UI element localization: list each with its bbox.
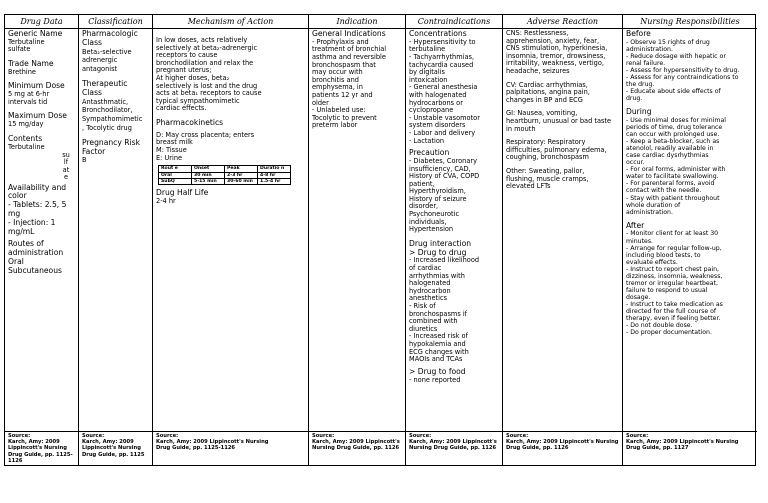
therapeutic-class: Therapeutic Class Antasthmatic, Bronchodilator, Sympathomimetic , Tocolytic drug	[82, 78, 143, 132]
nursing-after: After - Monitor client for at least 30 minutes. - Arrange for regular follow-up, including blood tests, to evaluate effects. - Instruct to report chest pain, dizziness, insomnia, weakness, tremor or irregular heartbeat, failure to respond to usual dosage. - Instruct to take medication as directed for the full course of therapy, even if feeling better. - Do not double dose. - Do proper documentation.	[626, 220, 723, 337]
drug-food-interaction: > Drug to food - none reported	[409, 366, 466, 384]
minimum-dose-value: 5 mg at 6-hr intervals tid	[8, 90, 50, 106]
column-indication	[309, 15, 406, 465]
adverse-gi: GI: Nausea, vomiting, heartburn, unusual or bad taste in mouth	[506, 109, 612, 133]
column-classification	[79, 15, 153, 465]
drug-data-content	[5, 29, 78, 277]
contents-value: Terbutaline	[8, 142, 45, 151]
table-row: SubQ 5-15 min 30-60 min 1.5-4 hr	[159, 178, 291, 184]
maximum-dose-value: 15 mg/day	[8, 120, 44, 129]
pregnancy-risk-factor: Pregnancy Risk Factor B	[82, 137, 140, 165]
classification-content	[79, 29, 152, 166]
availability-label: Availability and color	[8, 182, 67, 201]
source-contraindications: Source: Karch, Amy: 2009 Lippincott's Nursing Drug Guide, pp. 1126	[406, 431, 502, 465]
half-life-value: 2-4 hr	[156, 197, 176, 206]
source-adverse-reaction: Source: Karch, Amy: 2009 Lippincott's Nursing Drug Guide, pp. 1126	[503, 431, 622, 465]
contraindications-content	[406, 29, 502, 385]
column-drug-data	[5, 15, 79, 465]
half-life-label: Drug Half Life	[156, 188, 209, 198]
header-nursing-responsibilities: Nursing Responsibilities	[623, 15, 757, 29]
pharmacokinetics-text: D: May cross placenta; enters breast milk M: Tissue E: Urine	[156, 130, 255, 162]
pharmacokinetics-label: Pharmacokinetics	[156, 117, 224, 127]
contents-block	[8, 144, 75, 184]
nursing-during: During - Use minimal doses for minimal periods of time, drug tolerance can occur with prolonged use. - Keep a beta-blocker, such as atenolol, readily available in case cardiac dysrhythmias occur. - For oral forms, administer with water to facilitate swallowing. - For parenteral forms, avoid contact with the needle. - Stay with patient throughout whole duration of administration.	[626, 107, 726, 216]
adverse-cns: CNS: Restlessness, apprehension, anxiety, fear, CNS stimulation, hyperkinesia, insomnia, tremor, drowsiness, irritability, weakness, vertigo, headache, seizures	[506, 29, 608, 75]
mechanism-text: In low doses, acts relatively selectively at beta₂-adrenergic receptors to cause bronchodilation and relax the pregnant uterus; At higher doses, beta₂ selectively is lost and the drug acts at beta₁ receptors to cause typical sympathomimetic cardiac effects.	[156, 36, 262, 113]
header-mechanism: Mechanism of Action	[153, 15, 308, 29]
contents-label: Contents	[8, 133, 43, 143]
adverse-reaction-content	[503, 29, 622, 192]
pharmacologic-class: Pharmacologic Class Beta₂-selective adrenergic antagonist	[82, 29, 138, 74]
adverse-cv: CV: Cardiac arrhythmias, palpitations, angina pain, changes in BP and ECG	[506, 80, 590, 104]
header-classification: Classification	[79, 15, 152, 29]
contents-fragments: su lf at e	[62, 150, 70, 182]
drug-study-table	[4, 14, 756, 466]
column-mechanism	[153, 15, 309, 465]
drug-interaction-list: Drug interaction > Drug to drug - Increased likelihood of cardiac arrhythmias with halogenated hydrocarbon anesthetics - Risk of bronchospasms if combined with diuretics - Increased risk of hypokalemia and ECG changes with MAOIs and TCAs	[409, 238, 480, 364]
trade-name-label: Trade Name	[8, 58, 54, 68]
maximum-dose-label: Maximum Dose	[8, 111, 67, 121]
table-row: Oral 30 min 2-3 hr 4-8 hr	[159, 172, 291, 178]
table-row: Rout e Onset Peak Duratio n	[159, 166, 291, 172]
source-nursing-responsibilities: Source: Karch, Amy: 2009 Lippincott's Nursing Drug Guide, pp. 1127	[623, 431, 757, 465]
nursing-content	[623, 29, 757, 337]
header-drug-data: Drug Data	[5, 15, 78, 29]
generic-name-value: Terbutaline sulfate	[8, 37, 45, 54]
indication-content: General Indications - Prophylaxis and treatment of bronchial asthma and reversible bronchospasm that may occur with bronchitis and emphysema, in patients 12 yr and older - Unlabeled use: Tocolytic to prevent preterm labor	[312, 29, 387, 130]
availability-items: - Tablets: 2.5, 5 mg - Injection: 1 mg/mL	[8, 200, 67, 236]
source-drug-data: Source: Karch, Amy: 2009 Lippincott's Nursing Drug Guide, pp. 1125- 1126	[5, 431, 78, 465]
source-mechanism: Source: Karch, Amy: 2009 Lippincott's Nursing Drug Guide, pp. 1125-1126	[153, 431, 308, 465]
nursing-before: Before - Observe 15 rights of drug administration. - Reduce dosage with hepatic or renal failure. - Assess for hypersensitivity to drug. - Assess for any contraindications to the drug. - Educate about side effects of drug.	[626, 29, 740, 103]
routes-label: Routes of administration	[8, 239, 64, 258]
header-contraindications: Contraindications	[406, 15, 502, 29]
pharmacokinetics-table	[158, 165, 291, 185]
trade-name-value: Brethine	[8, 67, 36, 76]
adverse-other: Other: Sweating, pallor, flushing, muscle cramps, elevated LFTs	[506, 166, 589, 191]
generic-name-label: Generic Name	[8, 29, 63, 38]
source-indication: Source: Karch, Amy: 2009 Lippincott's Nursing Drug Guide, pp. 1126	[309, 431, 405, 465]
header-adverse-reaction: Adverse Reaction	[503, 15, 622, 29]
routes-items: Oral Subcutaneous	[8, 256, 62, 275]
minimum-dose-label: Minimum Dose	[8, 81, 65, 91]
precaution-list: Precaution - Diabetes, Coronary insufficiency, CAD, History of CVA, COPD patient, Hyperthyroidism, History of seizure disorder, Psychoneurotic individuals, Hypertension	[409, 148, 480, 234]
adverse-respiratory: Respiratory: Respiratory difficulties, pulmonary edema, coughing, bronchospasm	[506, 138, 607, 162]
source-classification: Source: Karch, Amy: 2009 Lippincott's Nursing Drug Guide, pp. 1125	[79, 431, 152, 465]
contraindication-list: Concentrations - Hypersensitivity to terbutaline - Tachyarrhythmias, tachycardia caused by digitalis intoxication - General anesthesia with halogenated hydrocarbons or cyclopropane - Unstable vasomotor system disorders - Labor and delivery - Lactation	[409, 29, 480, 145]
column-contraindications	[406, 15, 503, 465]
column-nursing-responsibilities	[623, 15, 757, 465]
mechanism-content	[153, 29, 308, 207]
column-adverse-reaction	[503, 15, 623, 465]
header-indication: Indication	[309, 15, 405, 29]
